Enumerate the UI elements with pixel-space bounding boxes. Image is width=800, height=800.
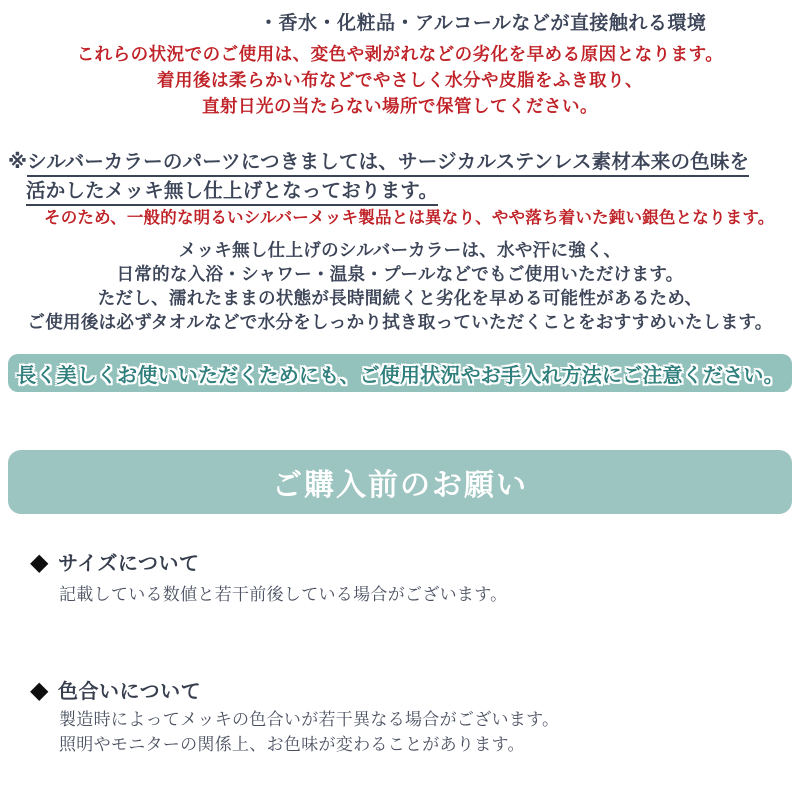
silver-note-underlined-text: シルバーカラーのパーツにつきましては、サージカルステンレス素材本来の色味を	[27, 150, 749, 177]
size-section-body: 記載している数値と若干前後している場合がございます。	[59, 585, 508, 605]
usage-info	[0, 239, 800, 335]
diamond-bullet-icon: ◆	[30, 547, 49, 576]
color-section-heading	[30, 675, 201, 704]
pre-purchase-banner-title: ご購入前のお願い	[272, 468, 528, 503]
care-advice-banner-label: 長く美しくお使いいただくためにも、ご使用状況やお手入れ方法にご注意ください。	[16, 362, 784, 387]
color-section-line: 照明やモニターの関係上、お色味が変わることがあります。	[59, 735, 525, 755]
silver-note-red-remark: そのため、一般的な明るいシルバーメッキ製品とは異なり、やや落ち着いた鈍い銀色となります。	[44, 208, 775, 227]
size-section-heading	[30, 547, 199, 576]
warning-line: これらの状況でのご使用は、変色や剥がれなどの劣化を早める原因となります。	[76, 45, 724, 65]
color-section-body	[59, 708, 559, 758]
reference-mark: ※	[8, 150, 28, 173]
color-section-line: 製造時によってメッキの色合いが若干異なる場合がございます。	[59, 710, 560, 730]
environment-list-item: ・香水・化粧品・アルコールなどが直接触れる環境	[259, 12, 707, 34]
silver-note-underlined-text: 活かしたメッキ無し仕上げとなっております。	[26, 179, 438, 206]
pre-purchase-banner	[8, 450, 792, 514]
diamond-bullet-icon: ◆	[30, 675, 49, 704]
warning-line: 着用後は柔らかい布などでやさしく水分や皮脂をふき取り、	[157, 71, 643, 91]
usage-line: 日常的な入浴・シャワー・温泉・プールなどでもご使用いただけます。	[116, 265, 684, 285]
usage-line: ご使用後は必ずタオルなどで水分をしっかり拭き取っていただくことをおすすめいたします。	[27, 313, 773, 333]
usage-line: メッキ無し仕上げのシルバーカラーは、水や汗に強く、	[178, 241, 622, 261]
care-advice-banner	[8, 354, 792, 392]
size-section-heading-label: サイズについて	[57, 551, 200, 575]
color-section-heading-label: 色合いについて	[57, 679, 202, 703]
deterioration-warning	[0, 42, 800, 120]
silver-note-line-1	[8, 146, 749, 174]
silver-note-line-2	[26, 175, 438, 203]
warning-line: 直射日光の当たらない場所で保管してください。	[202, 97, 598, 117]
usage-line: ただし、濡れたままの状態が長時間続くと劣化を早める可能性があるため、	[97, 289, 703, 309]
